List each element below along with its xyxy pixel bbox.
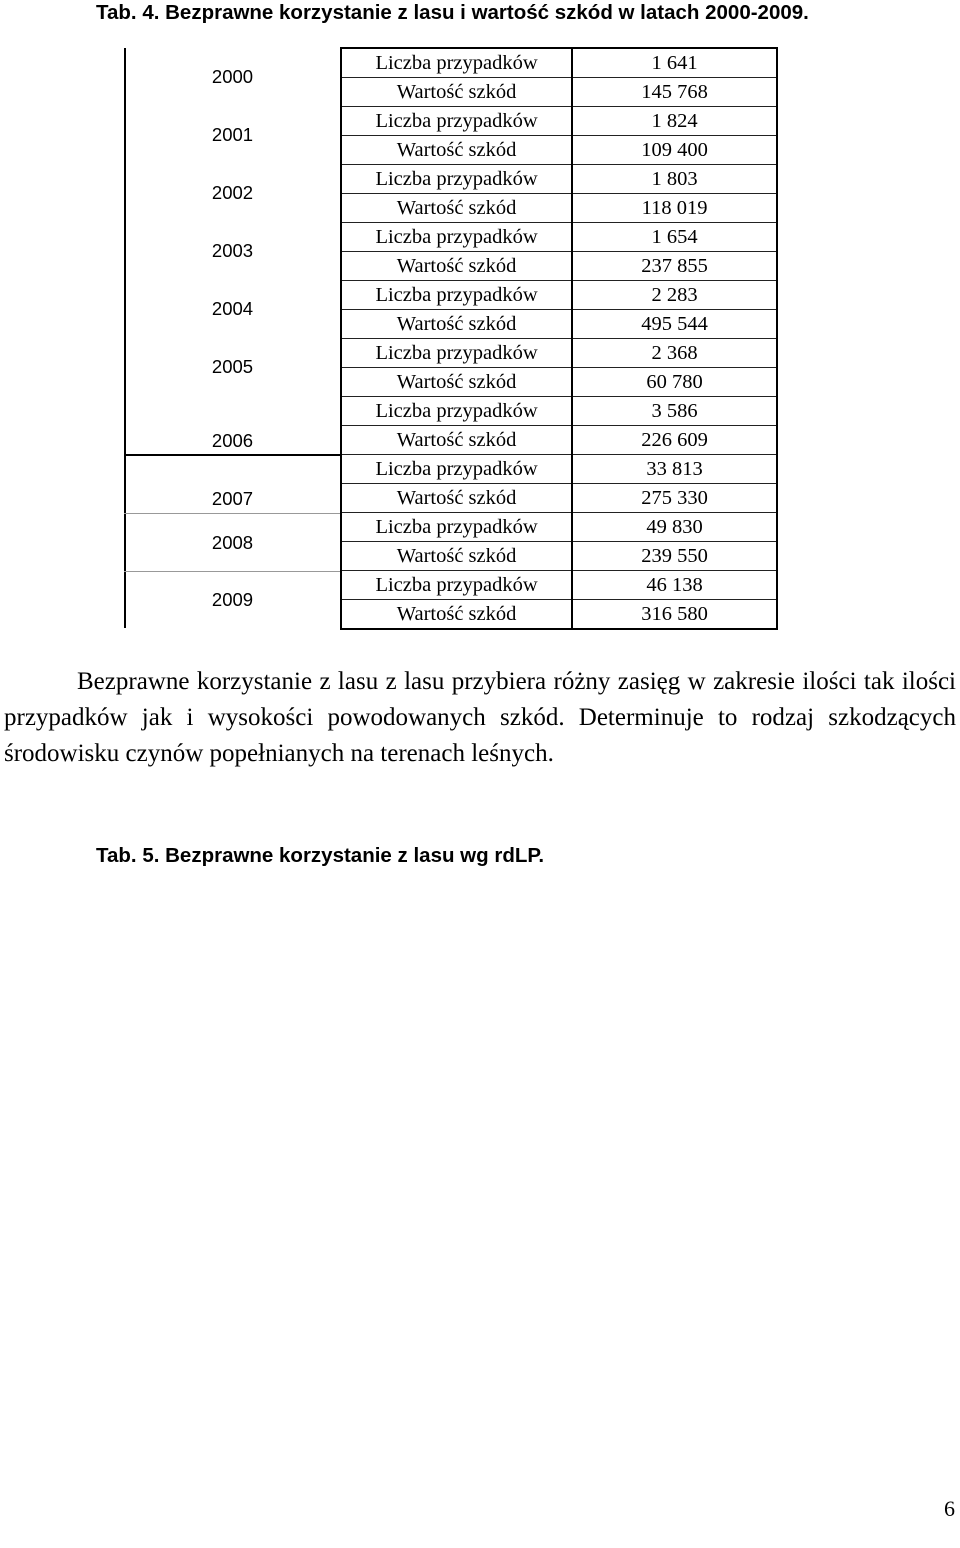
row-label: Wartość szkód	[341, 542, 572, 571]
cell-value: 33 813	[572, 455, 777, 484]
table-row	[341, 542, 777, 571]
year-label: 2003	[211, 240, 254, 261]
year-label: 2009	[211, 589, 254, 610]
row-label: Wartość szkód	[341, 136, 572, 165]
table-row	[341, 455, 777, 484]
year-label: 2002	[211, 182, 254, 203]
cell-value: 2 283	[572, 281, 777, 310]
table-row	[341, 310, 777, 339]
year-label: 2007	[211, 488, 254, 509]
row-label: Wartość szkód	[341, 310, 572, 339]
row-label: Liczba przypadków	[341, 397, 572, 426]
cell-value: 145 768	[572, 78, 777, 107]
table-row	[341, 281, 777, 310]
row-label: Wartość szkód	[341, 600, 572, 630]
row-label: Liczba przypadków	[341, 223, 572, 252]
table-row	[341, 223, 777, 252]
next-table-caption: Tab. 5. Bezprawne korzystanie z lasu wg rdLP.	[96, 844, 545, 867]
row-label: Wartość szkód	[341, 426, 572, 455]
row-label: Liczba przypadków	[341, 48, 572, 78]
year-label: 2006	[211, 430, 254, 451]
year-label: 2005	[211, 356, 254, 377]
cell-value: 1 641	[572, 48, 777, 78]
cell-value: 226 609	[572, 426, 777, 455]
year-label: 2008	[211, 532, 254, 553]
row-label: Wartość szkód	[341, 368, 572, 397]
table-row	[341, 48, 777, 78]
cell-value: 2 368	[572, 339, 777, 368]
cell-value: 1 803	[572, 165, 777, 194]
cell-value: 60 780	[572, 368, 777, 397]
table-row	[341, 484, 777, 513]
row-label: Liczba przypadków	[341, 281, 572, 310]
cell-value: 49 830	[572, 513, 777, 542]
table-row	[341, 339, 777, 368]
table-row	[341, 600, 777, 630]
year-label: 2000	[211, 66, 254, 87]
table-row	[341, 397, 777, 426]
cell-value: 316 580	[572, 600, 777, 630]
row-label: Wartość szkód	[341, 78, 572, 107]
table-row	[341, 78, 777, 107]
table-row	[341, 513, 777, 542]
row-label: Liczba przypadków	[341, 513, 572, 542]
table-row	[341, 136, 777, 165]
cell-value: 109 400	[572, 136, 777, 165]
row-label: Wartość szkód	[341, 252, 572, 281]
cell-value: 275 330	[572, 484, 777, 513]
row-label: Liczba przypadków	[341, 107, 572, 136]
body-paragraph	[4, 664, 956, 772]
cell-value: 46 138	[572, 571, 777, 600]
cell-value: 495 544	[572, 310, 777, 339]
row-label: Liczba przypadków	[341, 571, 572, 600]
row-label: Liczba przypadków	[341, 455, 572, 484]
row-label: Liczba przypadków	[341, 165, 572, 194]
table-row	[341, 571, 777, 600]
table-caption: Tab. 4. Bezprawne korzystanie z lasu i wartość szkód w latach 2000-2009.	[96, 1, 809, 24]
row-label: Wartość szkód	[341, 194, 572, 223]
year-label: 2004	[211, 298, 254, 319]
table-row	[341, 252, 777, 281]
cell-value: 237 855	[572, 252, 777, 281]
year-label: 2001	[211, 124, 254, 145]
row-label: Liczba przypadków	[341, 339, 572, 368]
row-label: Wartość szkód	[341, 484, 572, 513]
year-column	[124, 48, 341, 628]
table-row	[341, 107, 777, 136]
cell-value: 1 654	[572, 223, 777, 252]
table-row	[341, 194, 777, 223]
paragraph-text: Bezprawne korzystanie z lasu z lasu przybiera różny zasięg w zakresie ilości tak ilości przypadków jak i wysokości powodowanych szkód. Determinuje to rodzaj szkodzących środowisku czynów popełnianych na terenach leśnych.	[4, 668, 956, 767]
damage-table	[340, 47, 778, 630]
page-number: 6	[944, 1496, 955, 1521]
table-row	[341, 426, 777, 455]
cell-value: 3 586	[572, 397, 777, 426]
cell-value: 1 824	[572, 107, 777, 136]
cell-value: 239 550	[572, 542, 777, 571]
table-row	[341, 165, 777, 194]
table-row	[341, 368, 777, 397]
cell-value: 118 019	[572, 194, 777, 223]
